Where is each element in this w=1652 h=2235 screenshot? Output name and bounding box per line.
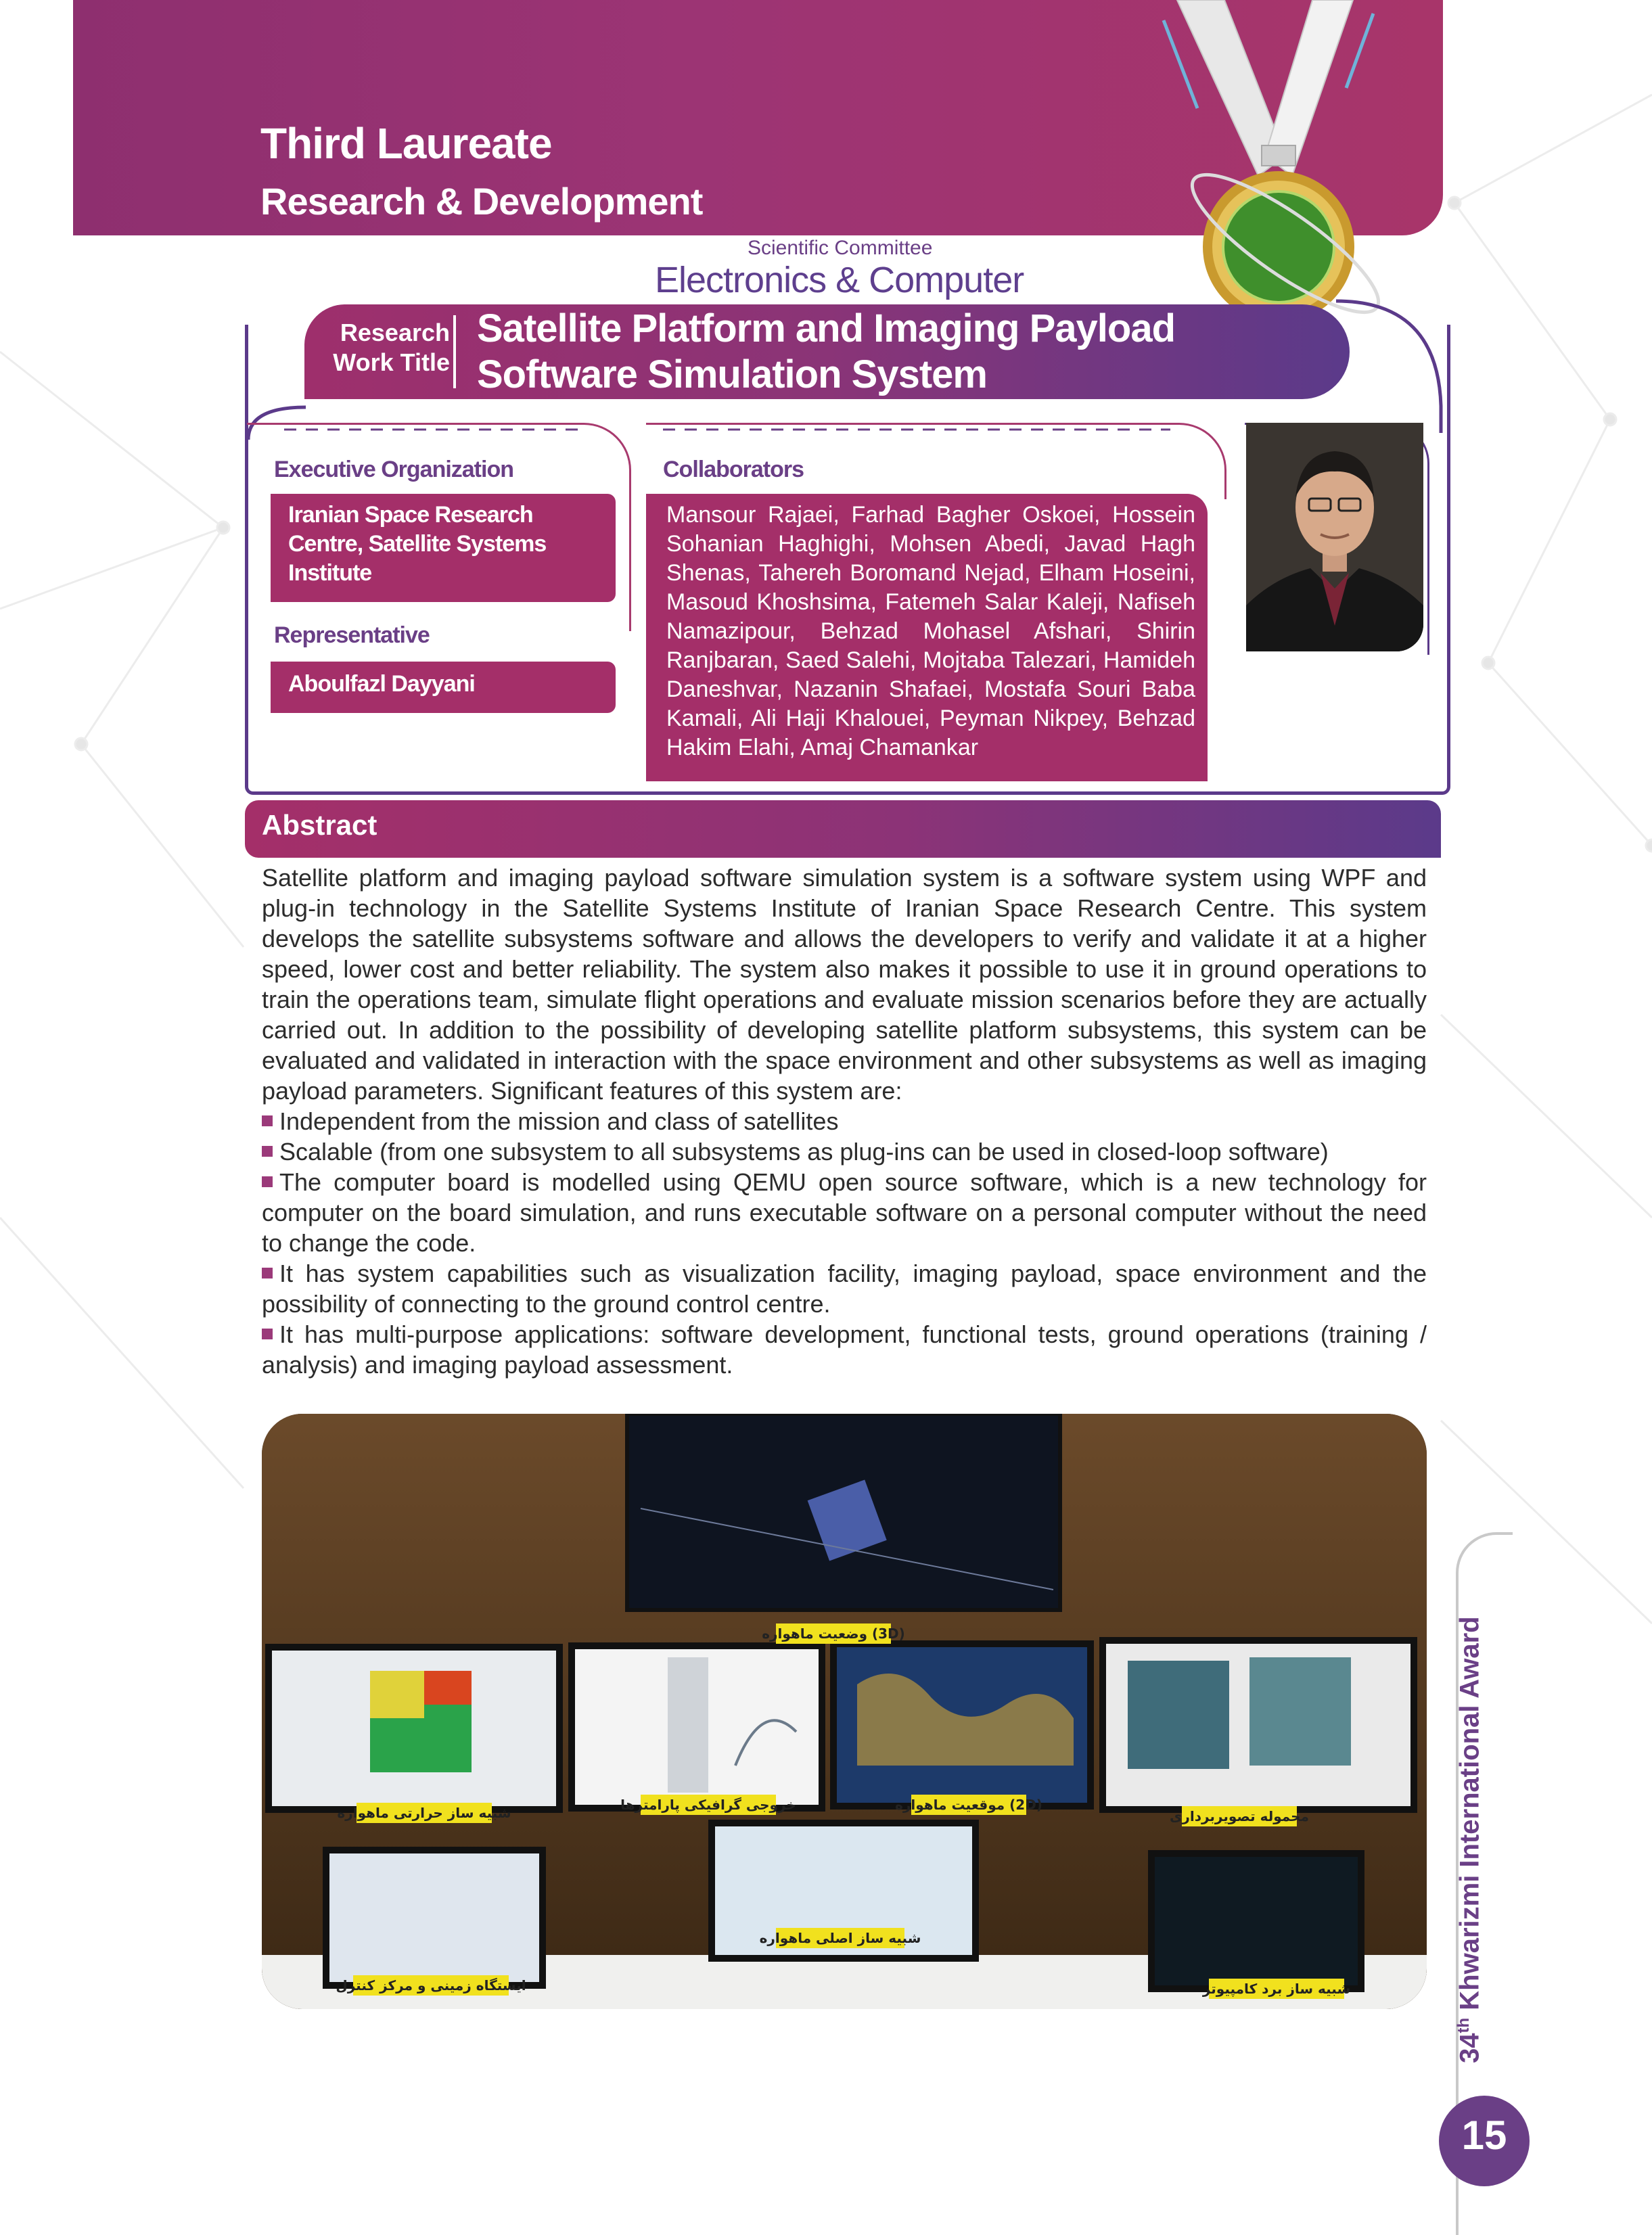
- feature-text-4: It has system capabilities such as visualization facility, imaging payload, space environment and the possibility of connecting to the ground control centre.: [262, 1260, 1427, 1318]
- control-room-photo: [262, 1414, 1427, 2009]
- executive-line3: Institute: [288, 560, 372, 586]
- feature-bullet-1: [262, 1106, 1427, 1136]
- feature-bullet-4: [262, 1258, 1427, 1319]
- feature-text-3: The computer board is modelled using QEMU open source software, which is a new technology for computer on the board simulation, and runs executable software on a personal computer without the need to change the code.: [262, 1168, 1427, 1257]
- feature-bullet-2: [262, 1136, 1427, 1167]
- collaborators-list: Mansour Rajaei, Farhad Bagher Oskoei, Hossein Sohanian Haghighi, Mohsen Abedi, Javad Hagh Shenas, Tahereh Boromand Nejad, Elham Hoseini, Masoud Khoshsima, Fatemeh Salar Kaleji, Nafiseh Namazipour, Behzad Mohasel Afshari, Shirin Ranjbaran, Saed Salehi, Mojtaba Talezari, Hamideh Daneshvar, Nazanin Shafaei, Mostafa Souri Baba Kamali, Ali Haji Khalouei, Peyman Nikpey, Behzad Hakim Elahi, Amaj Chamankar: [646, 494, 1208, 781]
- label-2d-position: موقعیت ماهواره (2D): [895, 1797, 1042, 1813]
- label-3d-status: وضعیت ماهواره (3D): [762, 1626, 905, 1642]
- representative-heading: Representative: [274, 622, 430, 648]
- work-title-label-line2: Work Title: [333, 348, 450, 376]
- bullet-square-icon: [262, 1329, 273, 1339]
- representative-name: Aboulfazl Dayyani: [271, 662, 616, 713]
- work-title: [477, 306, 1329, 398]
- label-board-sim: شبیه ساز برد کامپیوتر: [1202, 1981, 1351, 1997]
- representative-portrait: [1246, 423, 1423, 651]
- executive-line1: Iranian Space Research: [288, 502, 533, 528]
- award-side-label: [1454, 1616, 1485, 2063]
- bullet-square-icon: [262, 1115, 273, 1126]
- feature-bullet-3: [262, 1167, 1427, 1258]
- label-main-sim: شبیه ساز اصلی ماهواره: [759, 1930, 921, 1946]
- abstract-body: [262, 862, 1427, 1380]
- label-imaging-payload: محموله تصویربرداری: [1170, 1808, 1309, 1824]
- award-edition-suffix: th: [1454, 2017, 1473, 2033]
- page-number: 15: [1461, 2113, 1507, 2158]
- committee-name: Electronics & Computer: [655, 260, 1024, 300]
- control-room-illustration: [262, 1414, 1427, 2009]
- bullet-square-icon: [262, 1146, 273, 1157]
- work-title-label: [318, 318, 450, 377]
- label-ground-station: ایستگاه زمینی و مرکز کنترل: [336, 1977, 526, 1994]
- executive-line2: Centre, Satellite Systems: [288, 531, 547, 557]
- feature-text-1: Independent from the mission and class of satellites: [279, 1107, 839, 1135]
- abstract-intro: Satellite platform and imaging payload software simulation system is a software system using WPF and plug-in technology in the Satellite Systems Institute of Iranian Space Research Centre. This system develops the satellite subsystems software and allows the developers to verify and validate it at a higher speed, lower cost and better reliability. The system also makes it possible to use it in ground operations to train the operations team, simulate flight operations and evaluate mission scenarios before they are actually carried out. In addition to the possibility of developing satellite platform subsystems, this system can be evaluated and validated in interaction with the space environment and other subsystems as well as imaging payload parameters. Significant features of this system are:: [262, 864, 1427, 1105]
- work-title-line2: Software Simulation System: [477, 352, 987, 396]
- portrait-illustration: [1246, 423, 1423, 651]
- work-title-divider: [453, 315, 456, 388]
- bullet-square-icon: [262, 1268, 273, 1278]
- executive-organization-plate: [271, 494, 616, 602]
- work-title-label-line1: Research: [340, 319, 450, 346]
- executive-organization-heading: Executive Organization: [274, 457, 513, 482]
- category-subtitle: Research & Development: [260, 180, 703, 223]
- collaborators-heading: Collaborators: [663, 457, 804, 482]
- frame-corner-curve: [1336, 298, 1444, 433]
- feature-bullet-5: [262, 1319, 1427, 1380]
- label-graphs: خروجی گرافیکی پارامترها: [620, 1797, 796, 1813]
- abstract-title: Abstract: [262, 809, 377, 841]
- medal-icon: [1150, 0, 1394, 325]
- laureate-title: Third Laureate: [260, 119, 552, 168]
- feature-text-5: It has multi-purpose applications: software development, functional tests, ground operations (training / analysis) and imaging payload assessment.: [262, 1320, 1427, 1379]
- committee-label: Scientific Committee: [748, 237, 933, 259]
- award-name: Khwarizmi International Award: [1454, 1616, 1485, 2018]
- bullet-square-icon: [262, 1176, 273, 1187]
- work-title-line1: Satellite Platform and Imaging Payload: [477, 306, 1176, 350]
- abstract-bar: [245, 800, 1441, 858]
- label-thermal-sim: شبیه ساز حرارتی ماهواره: [337, 1805, 511, 1821]
- feature-text-2: Scalable (from one subsystem to all subsystems as plug-ins can be used in closed-loop software): [279, 1138, 1329, 1166]
- award-edition: 34: [1454, 2033, 1485, 2063]
